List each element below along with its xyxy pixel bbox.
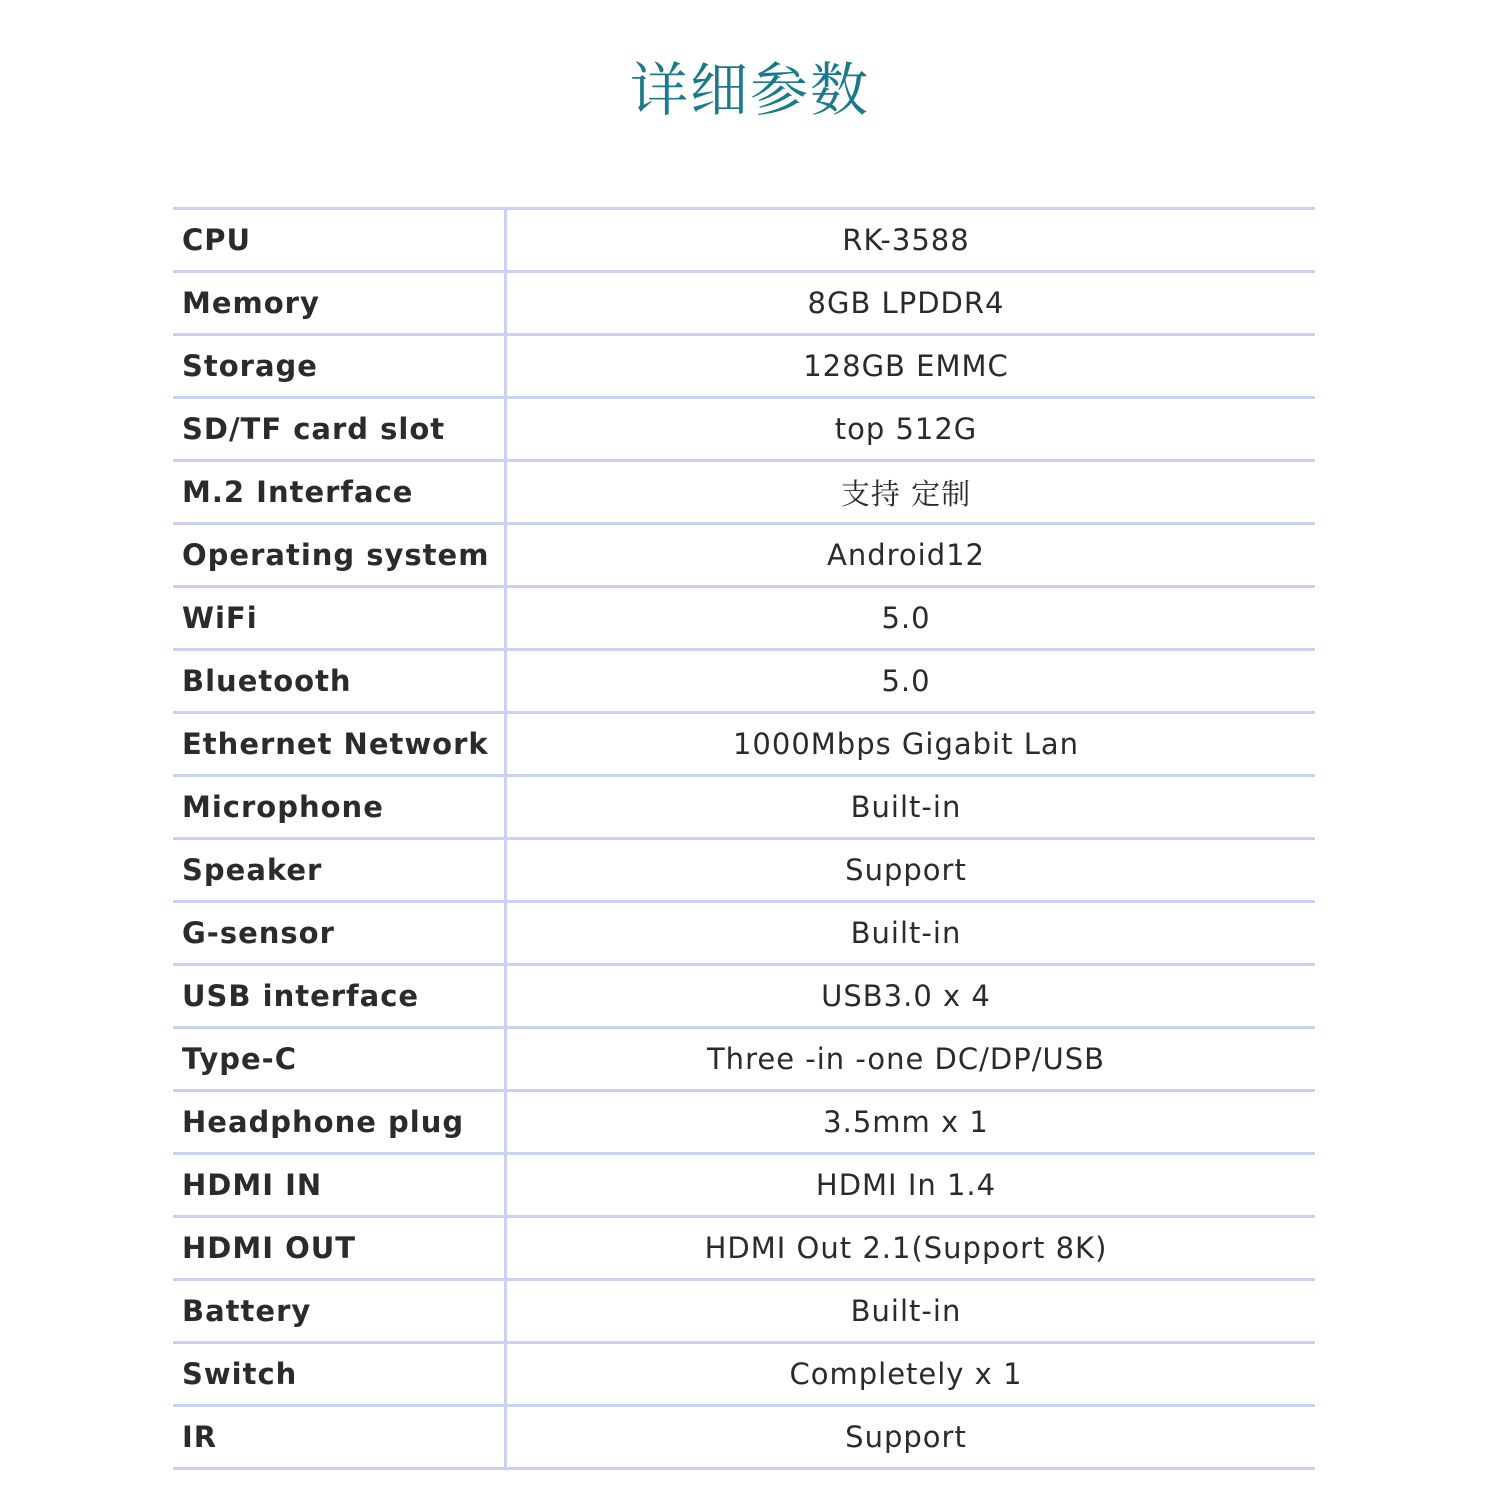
spec-row-ir — [173, 1407, 1315, 1470]
spec-label: Switch — [173, 1344, 507, 1404]
spec-row-microphone — [173, 777, 1315, 840]
spec-row-bluetooth — [173, 651, 1315, 714]
spec-value: Completely x 1 — [789, 1357, 1023, 1391]
spec-label: Battery — [173, 1281, 507, 1341]
spec-label: IR — [173, 1407, 507, 1467]
spec-value: 8GB LPDDR4 — [807, 286, 1005, 320]
spec-label: G-sensor — [173, 903, 507, 963]
spec-value: 3.5mm x 1 — [823, 1105, 989, 1139]
spec-value: 128GB EMMC — [803, 349, 1009, 383]
spec-value: top 512G — [834, 412, 978, 446]
spec-value: HDMI Out 2.1(Support 8K) — [704, 1231, 1108, 1265]
spec-label: Type-C — [173, 1029, 507, 1089]
spec-value: USB3.0 x 4 — [821, 979, 991, 1013]
spec-row-cpu — [173, 210, 1315, 273]
spec-label: Ethernet Network — [173, 714, 507, 774]
spec-value: Built-in — [850, 790, 962, 824]
spec-label: CPU — [173, 210, 507, 270]
spec-label: Bluetooth — [173, 651, 507, 711]
spec-row-m2-interface — [173, 462, 1315, 525]
spec-row-memory — [173, 273, 1315, 336]
spec-value: RK-3588 — [842, 223, 970, 257]
spec-row-g-sensor — [173, 903, 1315, 966]
spec-value: 5.0 — [881, 664, 931, 698]
spec-label: HDMI OUT — [173, 1218, 507, 1278]
spec-label: M.2 Interface — [173, 462, 507, 522]
spec-row-battery — [173, 1281, 1315, 1344]
spec-label: SD/TF card slot — [173, 399, 507, 459]
spec-value: 5.0 — [881, 601, 931, 635]
spec-value: Built-in — [850, 916, 962, 950]
spec-label: Speaker — [173, 840, 507, 900]
spec-label: Storage — [173, 336, 507, 396]
spec-table — [173, 207, 1315, 1470]
spec-row-speaker — [173, 840, 1315, 903]
spec-label: Microphone — [173, 777, 507, 837]
spec-value: HDMI In 1.4 — [815, 1168, 997, 1202]
spec-value: Built-in — [850, 1294, 962, 1328]
spec-label: HDMI IN — [173, 1155, 507, 1215]
spec-value: 1000Mbps Gigabit Lan — [732, 727, 1080, 761]
spec-row-wifi — [173, 588, 1315, 651]
spec-row-hdmi-out — [173, 1218, 1315, 1281]
spec-row-switch — [173, 1344, 1315, 1407]
page-title: 详细参数 — [629, 56, 870, 124]
spec-value: Support — [845, 1420, 967, 1454]
spec-row-type-c — [173, 1029, 1315, 1092]
spec-row-operating-system — [173, 525, 1315, 588]
spec-label: USB interface — [173, 966, 507, 1026]
spec-value: Android12 — [826, 538, 986, 572]
spec-row-ethernet — [173, 714, 1315, 777]
spec-row-storage — [173, 336, 1315, 399]
spec-row-headphone-plug — [173, 1092, 1315, 1155]
spec-value: Three -in -one DC/DP/USB — [706, 1042, 1106, 1076]
spec-row-hdmi-in — [173, 1155, 1315, 1218]
spec-label: WiFi — [173, 588, 507, 648]
spec-label: Memory — [173, 273, 507, 333]
spec-value: 支持 定制 — [840, 476, 972, 511]
spec-label: Operating system — [173, 525, 507, 585]
spec-label: Headphone plug — [173, 1092, 507, 1152]
spec-value: Support — [845, 853, 967, 887]
spec-row-sd-card-slot — [173, 399, 1315, 462]
spec-row-usb-interface — [173, 966, 1315, 1029]
